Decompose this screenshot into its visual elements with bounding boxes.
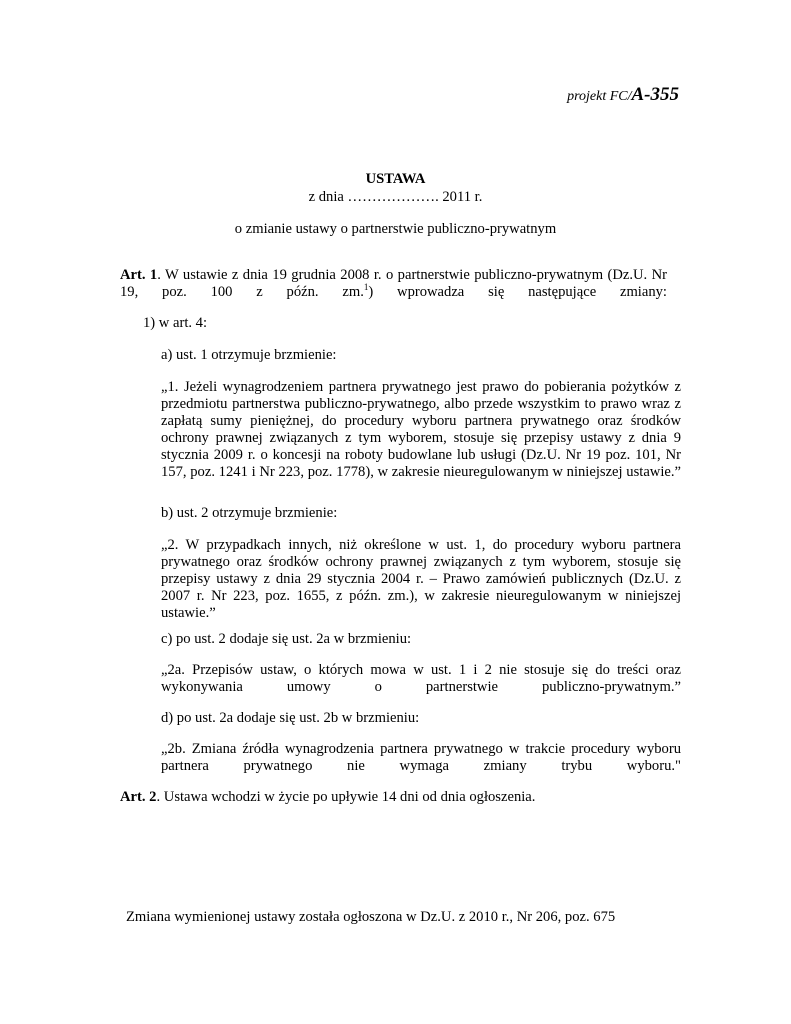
article-2-text: . Ustawa wchodzi w życie po upływie 14 dni od dnia ogłoszenia. <box>156 789 536 805</box>
project-prefix: projekt FC/ <box>567 89 632 104</box>
amendment-a-intro: a) ust. 1 otrzymuje brzmienie: <box>161 347 337 363</box>
amendment-d-quote: „2b. Zmiana źródła wynagrodzenia partnera prywatnego w trakcie procedury wyboru partnera prywatnego nie wymaga zmiany trybu wyboru." <box>161 741 681 774</box>
amendment-a-quote: „1. Jeżeli wynagrodzeniem partnera prywatnego jest prawo do pobierania pożytków z przedmiotu partnerstwa publiczno-prywatnego, albo przede wszystkim to prawo wraz z zapłatą sumy pieniężnej, do procedury wyboru partnera prywatnego oraz środków ochrony prawnej związanych z tym wyborem, stosuje się przepisy ustawy z dnia 9 stycznia 2009 r. o koncesji na roboty budowlane lub usługi (Dz.U. Nr 19 poz. 101, Nr 157, poz. 1241 i Nr 223, poz. 1778), w zakresie nieuregulowanym w niniejszej ustawie.” <box>161 379 681 480</box>
article-2 <box>120 789 535 806</box>
footnote-ref: 1 <box>363 282 369 293</box>
article-1-text-after: ) wprowadza się następujące zmiany: <box>368 284 667 300</box>
article-1 <box>120 267 667 318</box>
point-1: 1) w art. 4: <box>143 315 208 331</box>
amendment-b-intro: b) ust. 2 otrzymuje brzmienie: <box>161 505 338 521</box>
act-date: z dnia ………………. 2011 r. <box>308 189 483 205</box>
amendment-c-quote: „2a. Przepisów ustaw, o których mowa w ust. 1 i 2 nie stosuje się do treści oraz wykonywania umowy o partnerstwie publiczno-prywatnym.” <box>161 662 681 695</box>
act-subject: o zmianie ustawy o partnerstwie publiczno-prywatnym <box>234 221 557 237</box>
article-1-label: Art. 1 <box>120 267 158 283</box>
footnote: Zmiana wymienionej ustawy została ogłoszona w Dz.U. z 2010 r., Nr 206, poz. 675 <box>126 909 616 925</box>
article-2-label: Art. 2 <box>120 789 157 805</box>
amendment-c-intro: c) po ust. 2 dodaje się ust. 2a w brzmieniu: <box>161 631 412 647</box>
amendment-d-intro: d) po ust. 2a dodaje się ust. 2b w brzmieniu: <box>161 710 420 726</box>
project-code: A-355 <box>631 84 679 105</box>
amendment-b-quote: „2. W przypadkach innych, niż określone w ust. 1, do procedury wyboru partnera prywatnego oraz środków ochrony prawnej związanych z tym wyborem, stosuje się przepisy ustawy z dnia 29 stycznia 2004 r. – Prawo zamówień publicznych (Dz.U. z 2007 r. Nr 223, poz. 1655, z późn. zm.), w zakresie nieuregulowanym w niniejszej ustawie.” <box>161 537 681 621</box>
project-reference <box>567 86 679 105</box>
act-title: USTAWA <box>365 171 426 187</box>
article-1-text-before: . W ustawie z dnia 19 grudnia 2008 r. o partnerstwie publiczno-prywatnym (Dz.U. Nr 19, poz. 100 z późn. zm. <box>120 267 667 300</box>
